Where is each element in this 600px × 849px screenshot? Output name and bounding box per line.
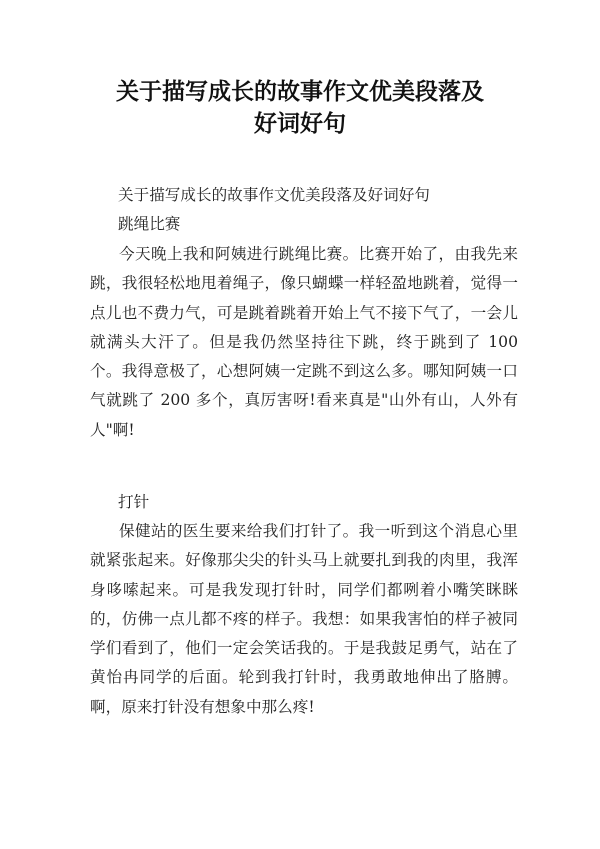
section-heading-jump-rope: 跳绳比赛 — [118, 215, 181, 233]
section-paragraph-injection: 保健站的医生要来给我们打针了。我一听到这个消息心里就紧张起来。好像那尖尖的针头马上就要扎到我的肉里，我浑身哆嗦起来。可是我发现打针时，同学们都咧着小嘴笑眯眯的，仿佛一点儿都不疼的样子。我想：如果我害怕的样子被同学们看到了，他们一定会笑话我的。于是我鼓足勇气，站在了黄怡冉同学的后面。轮到我打针时，我勇敢地伸出了胳膊。啊，原来打针没有想象中那么疼! — [90, 522, 518, 716]
document-subtitle: 关于描写成长的故事作文优美段落及好词好句 — [118, 186, 430, 204]
document-title-line-1: 关于描写成长的故事作文优美段落及 — [116, 79, 484, 105]
section-paragraph-jump-rope: 今天晚上我和阿姨进行跳绳比赛。比赛开始了，由我先来跳，我很轻松地甩着绳子，像只蝴蝶一样轻盈地跳着，觉得一点儿也不费力气，可是跳着跳着开始上气不接下气了，一会儿就满头大汗了。但是我仍然坚持往下跳，终于跳到了 100 个。我得意极了，心想阿姨一定跳不到这么多。哪知阿姨一口气就跳了 200 多个，真厉害呀!看来真是"山外有山，人外有人"啊! — [90, 245, 518, 439]
document-title-line-2: 好词好句 — [254, 111, 346, 137]
section-heading-injection: 打针 — [118, 493, 150, 511]
